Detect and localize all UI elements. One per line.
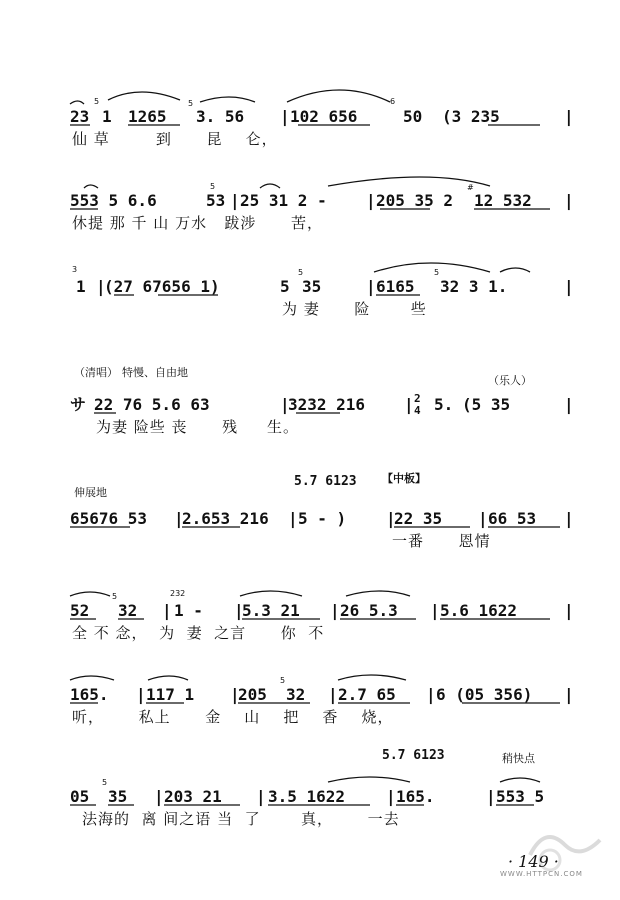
annotation-yueren: （乐人） (488, 374, 532, 387)
svg-text:5.: 5. (434, 395, 454, 414)
notation-line (70, 92, 580, 126)
svg-text:203 21: 203 21 (164, 787, 222, 806)
svg-text:|: | (230, 191, 240, 210)
lyric-line: 一番 恩情 (392, 532, 491, 550)
annotation-qingchang: （清唱） (74, 366, 118, 379)
svg-text:5: 5 (280, 277, 290, 296)
svg-text:66 53: 66 53 (488, 509, 537, 528)
svg-text:3: 3 (72, 265, 78, 274)
svg-text:|: | (174, 509, 184, 528)
score-line-5 (0, 494, 620, 574)
svg-text:|: | (136, 685, 146, 704)
page-number: · 149 · (508, 852, 559, 871)
svg-text:|: | (564, 277, 574, 296)
svg-text:|: | (564, 191, 574, 210)
svg-text:1265: 1265 (128, 107, 167, 126)
svg-text:553 5 6.6: 553 5 6.6 (70, 191, 157, 210)
lyric-line: 休提 那 千 山 万水 跋涉 苦， (72, 214, 323, 232)
svg-text:5: 5 (94, 97, 100, 106)
svg-text:|: | (162, 601, 172, 620)
svg-text:6: 6 (390, 97, 396, 106)
svg-text:|: | (426, 685, 436, 704)
score-line-2 (0, 176, 620, 256)
svg-text:|: | (564, 685, 574, 704)
svg-text:|: | (154, 787, 164, 806)
svg-text:205: 205 (238, 685, 267, 704)
svg-text:35: 35 (302, 277, 322, 296)
svg-text:1 -: 1 - (174, 601, 203, 620)
svg-text:35: 35 (108, 787, 128, 806)
svg-text:5: 5 (210, 182, 216, 191)
svg-text:05: 05 (70, 787, 90, 806)
svg-text:5 - ): 5 - ) (298, 509, 347, 528)
svg-text:|: | (280, 107, 290, 126)
svg-text:|: | (366, 191, 376, 210)
svg-text:6 (05 356): 6 (05 356) (436, 685, 533, 704)
svg-text:52: 52 (70, 601, 90, 620)
lyric-line: 听， 私上 金 山 把 香 烧， (72, 708, 394, 726)
svg-text:232: 232 (170, 589, 186, 598)
svg-text:|: | (564, 395, 574, 414)
svg-text:50: 50 (403, 107, 423, 126)
svg-text:2.653 216: 2.653 216 (182, 509, 269, 528)
svg-text:5.3 21: 5.3 21 (242, 601, 300, 620)
svg-text:25 31 2 -: 25 31 2 - (240, 191, 327, 210)
notation-svg (70, 772, 580, 806)
notation-line (70, 262, 580, 296)
svg-text:5: 5 (280, 676, 286, 685)
lyric-line: 为 妻 险 些 (282, 300, 427, 318)
svg-text:2.7 65: 2.7 65 (338, 685, 396, 704)
svg-text:|: | (328, 685, 338, 704)
svg-text:(27 67656 1): (27 67656 1) (104, 277, 220, 296)
svg-text:5: 5 (434, 268, 440, 277)
svg-text:22 35: 22 35 (394, 509, 443, 528)
notation-svg (70, 586, 580, 620)
svg-text:#: # (467, 183, 474, 192)
score-line-3 (0, 262, 620, 342)
svg-text:5: 5 (298, 268, 304, 277)
svg-text:4: 4 (414, 404, 421, 417)
svg-text:12 532: 12 532 (474, 191, 532, 210)
svg-text:1: 1 (102, 107, 112, 126)
svg-text:|: | (486, 787, 496, 806)
score-line-4 (0, 380, 620, 460)
svg-text:(5 35: (5 35 (462, 395, 511, 414)
lyric-line: 仙 草 到 昆 仑， (72, 130, 278, 148)
notation-line (70, 586, 580, 620)
notation-svg (70, 92, 580, 126)
svg-text:22 76 5.6 63: 22 76 5.6 63 (94, 395, 210, 414)
svg-text:|: | (230, 685, 240, 704)
notation-line (70, 176, 580, 210)
svg-text:3232 216: 3232 216 (288, 395, 366, 414)
svg-text:3.5 1622: 3.5 1622 (268, 787, 346, 806)
svg-text:|: | (478, 509, 488, 528)
svg-text:|: | (564, 107, 574, 126)
lyric-line: 法海的 离 间之语 当 了 真， 一去 (82, 810, 400, 828)
annotation-zhongban: 【中板】 (382, 472, 426, 485)
notation-svg (70, 176, 580, 210)
svg-text:5: 5 (112, 592, 118, 601)
svg-text:6165: 6165 (376, 277, 415, 296)
notation-svg (70, 380, 580, 417)
lyric-line: 为妻 险些 丧 残 生。 (96, 418, 299, 436)
bracket-notes: 5.7 6123 (382, 748, 445, 763)
svg-text:|: | (564, 601, 574, 620)
svg-text:26 5.3: 26 5.3 (340, 601, 398, 620)
svg-text:102 656: 102 656 (290, 107, 358, 126)
svg-text:|: | (96, 277, 106, 296)
svg-text:65676 53: 65676 53 (70, 509, 148, 528)
bracket-notes: 5.7 6123 (294, 474, 357, 489)
annotation-tempo: 特慢、自由地 (122, 366, 188, 379)
notation-svg (70, 670, 580, 704)
svg-text:|: | (366, 277, 376, 296)
score-line-7 (0, 670, 620, 750)
svg-text:23: 23 (70, 107, 90, 126)
notation-svg (70, 494, 580, 528)
score-line-1 (0, 92, 620, 172)
svg-text:2: 2 (414, 392, 421, 405)
score-line-6 (0, 586, 620, 666)
notation-line (70, 494, 580, 528)
svg-text:5: 5 (188, 99, 194, 108)
watermark-url: WWW.HTTPCN.COM (500, 870, 583, 878)
notation-line (70, 772, 580, 806)
svg-text:|: | (288, 509, 298, 528)
svg-text:|: | (330, 601, 340, 620)
svg-text:5.6 1622: 5.6 1622 (440, 601, 518, 620)
svg-text:165.: 165. (396, 787, 435, 806)
svg-text:3. 56: 3. 56 (196, 107, 245, 126)
svg-text:53: 53 (206, 191, 226, 210)
svg-text:|: | (404, 395, 414, 414)
annotation-stretch: 伸展地 (74, 486, 107, 499)
svg-text:553 5: 553 5 (496, 787, 545, 806)
svg-text:(3 235: (3 235 (442, 107, 500, 126)
svg-text:|: | (386, 787, 396, 806)
svg-text:1: 1 (76, 277, 86, 296)
svg-text:|: | (280, 395, 290, 414)
notation-svg (70, 262, 580, 296)
svg-text:|: | (430, 601, 440, 620)
svg-text:117 1: 117 1 (146, 685, 195, 704)
svg-text:165.: 165. (70, 685, 109, 704)
svg-text:サ: サ (70, 395, 87, 414)
svg-text:32: 32 (286, 685, 306, 704)
annotation-faster: 稍快点 (502, 752, 535, 765)
svg-text:5: 5 (102, 778, 108, 787)
lyric-line: 全 不 念， 为 妻 之言 你 不 (72, 624, 325, 642)
svg-text:205 35 2: 205 35 2 (376, 191, 454, 210)
svg-text:32: 32 (118, 601, 138, 620)
svg-text:|: | (234, 601, 244, 620)
svg-text:|: | (256, 787, 266, 806)
svg-text:32 3 1.: 32 3 1. (440, 277, 508, 296)
svg-text:|: | (386, 509, 396, 528)
svg-text:|: | (564, 509, 574, 528)
notation-line (70, 380, 580, 417)
notation-line (70, 670, 580, 704)
